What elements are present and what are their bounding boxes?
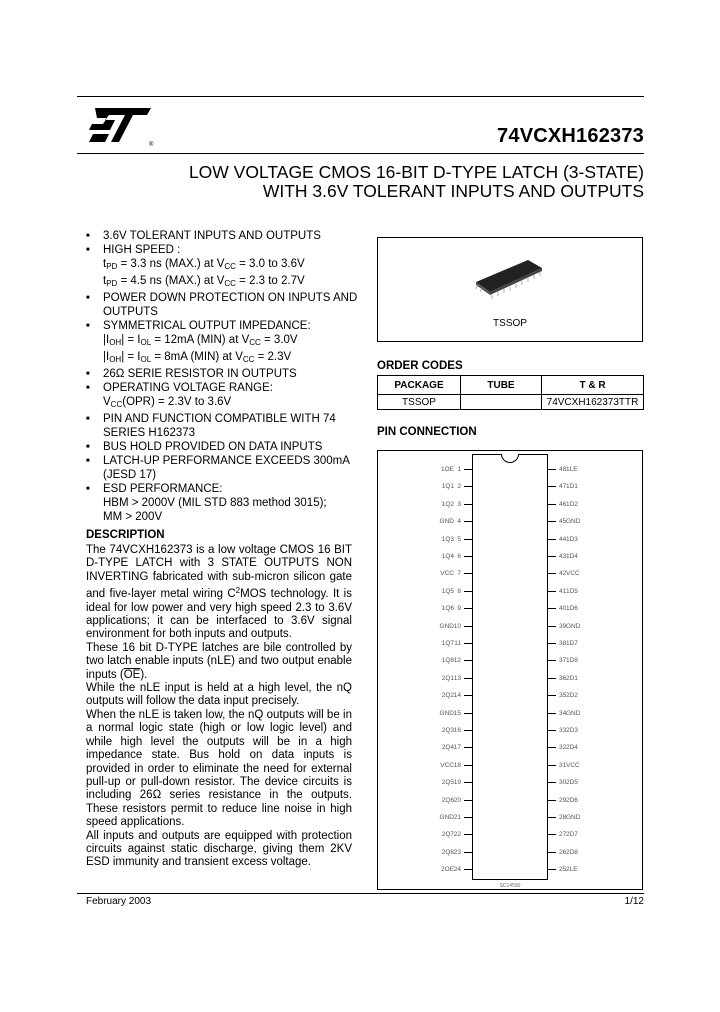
- pin-lead: [548, 678, 556, 679]
- pin-connection-heading: PIN CONNECTION: [377, 426, 477, 438]
- pin-lead: [548, 660, 556, 661]
- pin-20: [428, 796, 472, 806]
- pin-connection-diagram: [377, 450, 643, 890]
- pin-8: [428, 587, 472, 597]
- pin-13: [428, 674, 472, 684]
- pin-lead: [548, 504, 556, 505]
- pin-17: [428, 743, 472, 753]
- pin-47: [548, 482, 592, 492]
- pin-number: 26: [559, 848, 567, 856]
- pin-42: [548, 569, 592, 579]
- bullet-icon: ■: [86, 385, 90, 391]
- pin-number: 37: [559, 657, 567, 665]
- pin-label: 1D7: [566, 640, 578, 647]
- pin-number: 29: [559, 796, 567, 804]
- pin-36: [548, 674, 592, 684]
- pin-label: 2D4: [566, 744, 578, 752]
- pin-number: 25: [559, 866, 567, 874]
- pin-15: [428, 709, 472, 719]
- pin-lead: [464, 800, 472, 801]
- pin-number: 39: [559, 622, 567, 630]
- pin-label: 2Q6: [441, 796, 454, 804]
- pin-label: GND: [566, 518, 581, 526]
- bullet-icon: ■: [86, 444, 90, 450]
- pin-3: [428, 500, 472, 510]
- pin-31: [548, 761, 592, 771]
- order-codes-table: [377, 375, 644, 410]
- pin-number: 6: [457, 553, 461, 560]
- pin-lead: [548, 834, 556, 835]
- pin-label: 1OE: [440, 466, 454, 473]
- pin-25: [548, 865, 592, 875]
- pin-number: 22: [453, 831, 461, 839]
- pin-label: 2D6: [566, 796, 578, 804]
- pin-label: 1Q8: [441, 657, 454, 665]
- pin-26: [548, 848, 592, 858]
- pin-number: 47: [559, 483, 567, 491]
- pin-number: 35: [559, 692, 567, 700]
- pin-label: 2Q2: [441, 692, 454, 700]
- pin-label: VCC: [440, 761, 454, 769]
- bullet-icon: ■: [86, 233, 90, 239]
- feature-item: ■ OPERATING VOLTAGE RANGE: $V_{CC}(OPR) = 2.3V$ to 3.6V: [86, 381, 366, 412]
- pin-number: 45: [559, 518, 567, 526]
- speed-line-2: $t_{PD} = 4.5$ ns (MAX.) at $V_{CC} = 2.3$ to 2.7V: [103, 275, 305, 288]
- description-paragraph: When the nLE is taken low, the nQ outputs will be in a normal logic state (high or low logic level) and while high level the outputs will be in a high impedance state. Bus hold on data inputs is provided in order to eliminate the need for external pull-up or pull-down resistor. The device circuits is including 26Ω series resistance in the outputs. These resistors permit to reduce line noise in high speed applications.: [86, 708, 352, 829]
- bullet-icon: ■: [86, 371, 90, 377]
- pin-33: [548, 726, 592, 736]
- pin-label: GND: [566, 709, 581, 717]
- pin-lead: [548, 869, 556, 870]
- pin-number: 1: [457, 466, 461, 473]
- pin-number: 40: [559, 605, 567, 613]
- title-line-1: LOW VOLTAGE CMOS 16-BIT D-TYPE LATCH (3-STATE): [188, 162, 644, 182]
- pin-label: 1Q2: [441, 500, 454, 508]
- pin-label: GND: [439, 709, 454, 717]
- package-label: TSSOP: [493, 318, 527, 329]
- esd-line-1: HBM > 2000V (MIL STD 883 method 3015);: [103, 497, 327, 509]
- pin-lead: [464, 817, 472, 818]
- pin-number: 13: [453, 674, 461, 682]
- bullet-icon: ■: [86, 247, 90, 253]
- pin-28: [548, 813, 592, 823]
- pin-label: VCC: [566, 761, 580, 769]
- pin-number: 7: [457, 570, 461, 578]
- pin-label: 2D3: [566, 727, 578, 734]
- pin-number: 11: [454, 640, 461, 647]
- pin-number: 16: [453, 727, 461, 734]
- pin-label: 2D7: [566, 831, 578, 839]
- pin-number: 44: [559, 535, 567, 543]
- pin-2: [428, 482, 472, 492]
- pin-number: 14: [453, 692, 461, 700]
- pin-label: GND: [566, 622, 581, 630]
- bullet-icon: ■: [86, 295, 90, 301]
- pin-label: 2Q1: [441, 674, 454, 682]
- pin-46: [548, 500, 592, 510]
- description-body: [86, 544, 352, 870]
- top-rule: [77, 96, 644, 97]
- table-cell: TSSOP: [378, 395, 461, 410]
- pin-number: 30: [559, 779, 567, 787]
- pin-22: [428, 830, 472, 840]
- pin-lead: [464, 643, 472, 644]
- impedance-line-1: $|I_{OH}| = I_{OL} = 12mA$ (MIN) at $V_{CC} = 3.0V$: [103, 334, 298, 347]
- pin-lead: [464, 834, 472, 835]
- pin-lead: [464, 713, 472, 714]
- pin-number: 33: [559, 727, 567, 734]
- pin-lead: [464, 504, 472, 505]
- pin-lead: [548, 626, 556, 627]
- pin-number: 18: [453, 761, 461, 769]
- pin-10: [428, 622, 472, 632]
- pin-number: 27: [559, 831, 567, 839]
- bullet-icon: ■: [86, 416, 90, 422]
- table-cell: 74VCXH162373TTR: [542, 395, 644, 410]
- pin-lead: [464, 678, 472, 679]
- pin-label: 2Q8: [441, 848, 454, 856]
- pin-lead: [548, 556, 556, 557]
- pin-lead: [464, 591, 472, 592]
- pin-lead: [464, 730, 472, 731]
- speed-line-1: $t_{PD} = 3.3$ ns (MAX.) at $V_{CC} = 3.0$ to 3.6V: [103, 258, 305, 271]
- pin-lead: [548, 817, 556, 818]
- pin-5: [428, 535, 472, 545]
- pin-lead: [548, 591, 556, 592]
- pin-label: 1LE: [566, 466, 578, 473]
- pin-number: 19: [453, 779, 461, 787]
- feature-item: ■ ESD PERFORMANCE: HBM > 2000V (MIL STD 883 method 3015); MM > 200V: [86, 482, 366, 524]
- pin-label: VCC: [566, 570, 580, 578]
- pin-16: [428, 726, 472, 736]
- pin-number: 36: [559, 674, 567, 682]
- pin-number: 23: [453, 848, 461, 856]
- title-rule: [77, 153, 644, 154]
- pin-number: 8: [457, 587, 461, 595]
- pin-41: [548, 587, 592, 597]
- table-row: [378, 395, 644, 410]
- table-header-row: [378, 376, 644, 395]
- pin-number: 42: [559, 570, 567, 578]
- pin-32: [548, 743, 592, 753]
- pin-6: [428, 552, 472, 562]
- pin-label: 1Q7: [441, 640, 454, 647]
- impedance-line-2: $|I_{OH}| = I_{OL} = 8mA$ (MIN) at $V_{CC} = 2.3V$: [103, 351, 292, 364]
- pin-number: 15: [453, 709, 461, 717]
- voltage-range: $V_{CC}(OPR) = 2.3V$ to 3.6V: [103, 396, 232, 409]
- pin-4: [428, 517, 472, 527]
- pin-21: [428, 813, 472, 823]
- pin-label: 1Q6: [441, 605, 454, 613]
- pin-label: GND: [439, 518, 454, 526]
- pin-number: 3: [457, 500, 461, 508]
- pin-label: 1Q3: [441, 535, 454, 543]
- pin-label: 1Q5: [441, 587, 454, 595]
- pin-label: 1D6: [566, 605, 578, 613]
- pin-18: [428, 761, 472, 771]
- pin-number: 4: [457, 518, 461, 526]
- pin-label: 2D8: [566, 848, 578, 856]
- ic-body: [472, 454, 548, 880]
- pin-1: [428, 465, 472, 475]
- pin-number: 2: [457, 483, 461, 491]
- pin-34: [548, 709, 592, 719]
- pin-label: GND: [439, 814, 454, 821]
- pin-19: [428, 778, 472, 788]
- pin-label: 1D2: [566, 500, 578, 508]
- pin-7: [428, 569, 472, 579]
- pin-label: 1Q1: [441, 483, 454, 491]
- pin-lead: [548, 539, 556, 540]
- page-number: 1/12: [624, 896, 644, 907]
- pin-lead: [464, 852, 472, 853]
- pin-30: [548, 778, 592, 788]
- pin-29: [548, 796, 592, 806]
- pin-lead: [548, 695, 556, 696]
- feature-item: ■ PIN AND FUNCTION COMPATIBLE WITH 74 SERIES H162373: [86, 413, 336, 439]
- pin-label: GND: [439, 622, 454, 630]
- pin-lead: [464, 626, 472, 627]
- pin-lead: [548, 608, 556, 609]
- pin-27: [548, 830, 592, 840]
- pin-45: [548, 517, 592, 527]
- feature-item: ■ POWER DOWN PROTECTION ON INPUTS AND OUTPUTS: [86, 292, 358, 318]
- pin-number: 32: [559, 744, 567, 752]
- pin-label: GND: [566, 814, 581, 821]
- st-logo-icon: [85, 106, 155, 148]
- pin-lead: [464, 486, 472, 487]
- pin-23: [428, 848, 472, 858]
- pin-number: 41: [559, 587, 567, 595]
- pin-lead: [548, 643, 556, 644]
- pin-lead: [548, 747, 556, 748]
- pin-lead: [548, 713, 556, 714]
- table-cell: [461, 395, 542, 410]
- pin-label: 2D2: [566, 692, 578, 700]
- pin-lead: [464, 521, 472, 522]
- column-header: TUBE: [461, 376, 542, 395]
- column-header: T & R: [542, 376, 644, 395]
- pin-label: 2OE: [440, 866, 454, 874]
- pin-43: [548, 552, 592, 562]
- pin-24: [428, 865, 472, 875]
- pin-number: 20: [453, 796, 461, 804]
- pin-label: 2Q7: [441, 831, 454, 839]
- tssop-chip-icon: [468, 254, 548, 304]
- pin-lead: [548, 782, 556, 783]
- pin-lead: [464, 660, 472, 661]
- pin-number: 48: [559, 466, 567, 473]
- bullet-icon: ■: [86, 323, 90, 329]
- esd-line-2: MM > 200V: [103, 511, 163, 523]
- description-paragraph: The 74VCXH162373 is a low voltage CMOS 16 BIT D-TYPE LATCH with 3 STATE OUTPUTS NON INVERTING fabricated with sub-micron silicon gate and five-layer metal wiring $C^2MOS$ technology. It is ideal for low power and very high speed 2.3 to 3.6V applications; it can be interfaced to 3.6V signal environment for both inputs and outputs.: [86, 544, 352, 641]
- pin-label: 1Q4: [441, 553, 454, 560]
- pin-9: [428, 604, 472, 614]
- pin-lead: [548, 469, 556, 470]
- pin-number: 46: [559, 500, 567, 508]
- pin-lead: [464, 782, 472, 783]
- pin-number: 21: [453, 814, 461, 821]
- feature-item: ■ 26Ω SERIE RESISTOR IN OUTPUTS: [86, 368, 297, 380]
- title-line-2: WITH 3.6V TOLERANT INPUTS AND OUTPUTS: [262, 181, 644, 201]
- feature-item: ■ BUS HOLD PROVIDED ON DATA INPUTS: [86, 441, 323, 453]
- pin-lead: [548, 521, 556, 522]
- pin-number: 5: [457, 535, 461, 543]
- diagram-caption: SC14590: [499, 883, 521, 889]
- pin-number: 10: [453, 622, 461, 630]
- pin-number: 24: [453, 866, 461, 874]
- pin-label: 2D5: [566, 779, 578, 787]
- pin-label: 1D4: [566, 553, 578, 560]
- pin-number: 38: [559, 640, 567, 647]
- pin-number: 9: [457, 605, 461, 613]
- pin-11: [428, 639, 472, 649]
- order-codes-heading: ORDER CODES: [377, 360, 463, 372]
- pin-lead: [464, 539, 472, 540]
- pin-lead: [464, 869, 472, 870]
- pin-44: [548, 535, 592, 545]
- feature-list: [86, 229, 366, 524]
- pin-lead: [548, 852, 556, 853]
- pin-label: VCC: [440, 570, 454, 578]
- pin-lead: [548, 730, 556, 731]
- pin-label: 2D1: [566, 674, 578, 682]
- column-header: PACKAGE: [378, 376, 461, 395]
- pin-label: 1D3: [566, 535, 578, 543]
- feature-item: ■ HIGH SPEED : $t_{PD} = 3.3$ ns (MAX.) at $V_{CC} = 3.0$ to 3.6V $t_{PD} = 4.5$ ns (MAX.) at $V_{CC} = 2.3$ to 2.7V: [86, 243, 366, 291]
- pin-39: [548, 622, 592, 632]
- pin-35: [548, 691, 592, 701]
- pin-number: 28: [559, 814, 567, 821]
- pin-label: 2LE: [566, 866, 578, 874]
- pin-lead: [464, 695, 472, 696]
- pin-38: [548, 639, 592, 649]
- pin-label: 2Q4: [441, 744, 454, 752]
- pin-48: [548, 465, 592, 475]
- pin-lead: [548, 573, 556, 574]
- pin-label: 1D1: [566, 483, 578, 491]
- feature-item: ■ LATCH-UP PERFORMANCE EXCEEDS 300mA (JESD 17): [86, 455, 350, 481]
- pin-number: 31: [559, 761, 567, 769]
- pin-label: 1D5: [566, 587, 578, 595]
- pin-label: 2Q5: [441, 779, 454, 787]
- pin-lead: [464, 608, 472, 609]
- feature-item: ■ 3.6V TOLERANT INPUTS AND OUTPUTS: [86, 230, 321, 242]
- description-paragraph: While the nLE input is held at a high level, the nQ outputs will follow the data input precisely.: [86, 682, 352, 708]
- pin-label: 2Q3: [441, 727, 454, 734]
- pin-label: 1D8: [566, 657, 578, 665]
- bottom-rule: [77, 893, 644, 894]
- pin-12: [428, 656, 472, 666]
- description-heading: DESCRIPTION: [86, 529, 165, 541]
- part-number: 74VCXH162373: [497, 125, 644, 147]
- pin-number: 17: [453, 744, 461, 752]
- pin-number: 12: [453, 657, 461, 665]
- package-image-box: [377, 237, 643, 342]
- bullet-icon: ■: [86, 486, 90, 492]
- pin-lead: [548, 486, 556, 487]
- feature-item: ■ SYMMETRICAL OUTPUT IMPEDANCE: $|I_{OH}| = I_{OL} = 12mA$ (MIN) at $V_{CC} = 3.0V$ $|I_{OH}| = I_{OL} = 8mA$ (MIN) at $V_{CC} = 2.3V$: [86, 319, 366, 367]
- pin-lead: [548, 765, 556, 766]
- pin-number: 43: [559, 553, 567, 560]
- pin-40: [548, 604, 592, 614]
- bullet-icon: ■: [86, 458, 90, 464]
- pin-lead: [464, 747, 472, 748]
- description-paragraph: These 16 bit D-TYPE latches are bile controlled by two latch enable inputs (nLE) and two output enable inputs $(\overline{OE})$.: [86, 641, 352, 681]
- footer-date: February 2003: [86, 896, 152, 907]
- pin-lead: [464, 765, 472, 766]
- pin-14: [428, 691, 472, 701]
- pin-37: [548, 656, 592, 666]
- ic-notch: [501, 454, 519, 463]
- description-paragraph: All inputs and outputs are equipped with protection circuits against static discharge, giving them 2KV ESD immunity and transient excess voltage.: [86, 829, 352, 869]
- svg-text:®: ®: [149, 142, 154, 148]
- pin-number: 34: [559, 709, 567, 717]
- pin-lead: [464, 469, 472, 470]
- pin-lead: [464, 573, 472, 574]
- pin-lead: [548, 800, 556, 801]
- pin-lead: [464, 556, 472, 557]
